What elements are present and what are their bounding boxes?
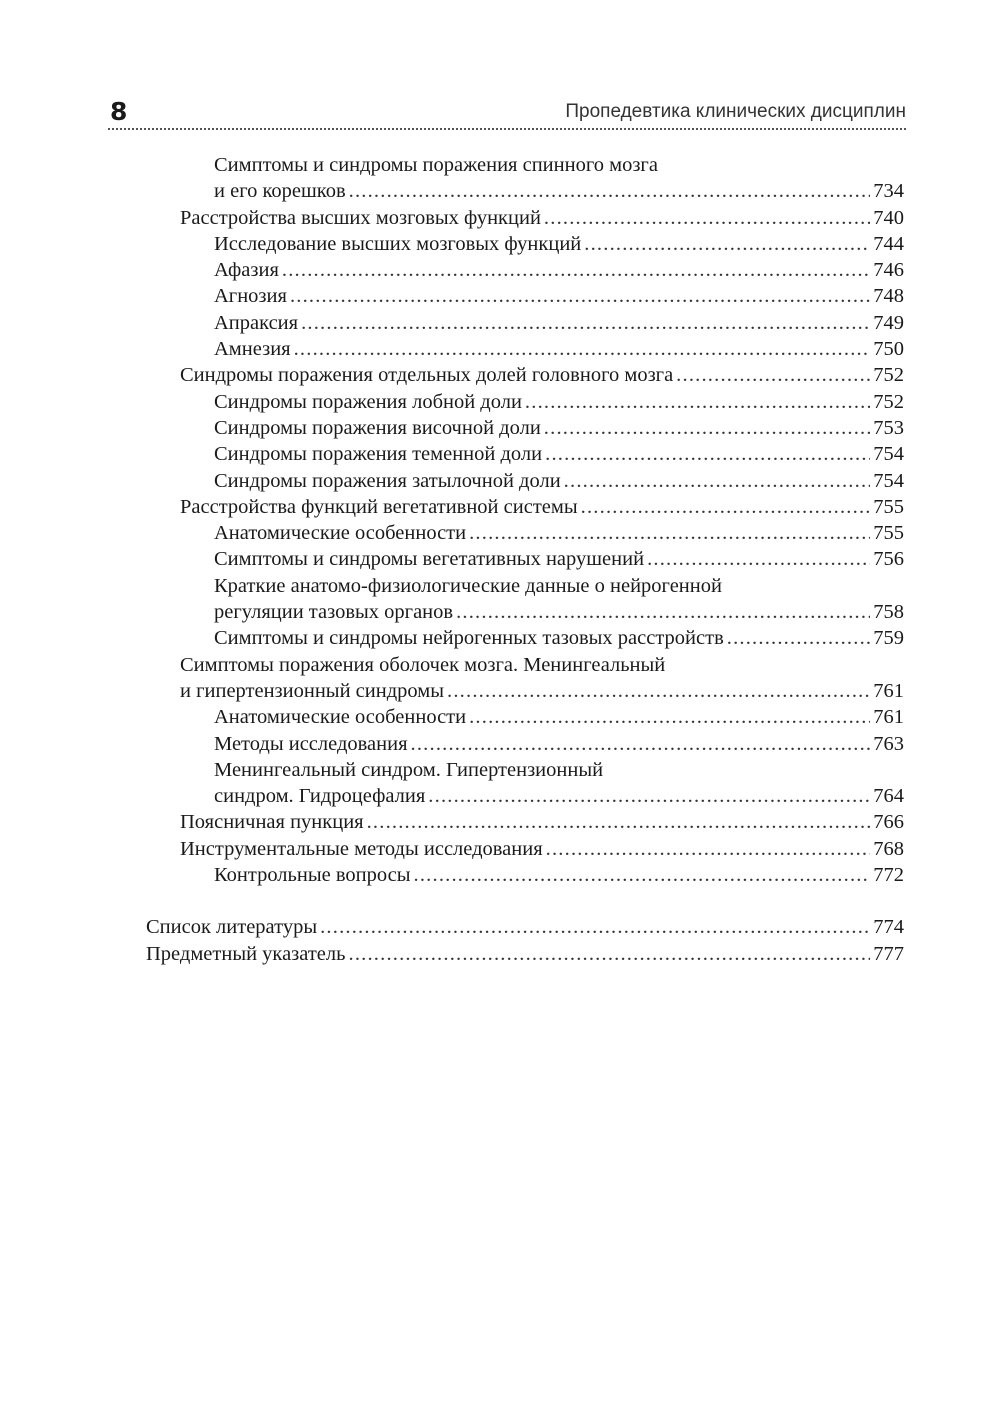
toc-page-number: 754: [873, 443, 904, 466]
toc-entry-row: [214, 783, 904, 809]
dot-leader: [428, 783, 870, 809]
toc-entry-row: [214, 468, 904, 494]
toc-entry-row: [214, 336, 904, 362]
toc-entry-row: [214, 731, 904, 757]
toc-entry-title-line: Синдромы поражения затылочной доли: [214, 469, 561, 492]
toc-entry-row: [180, 362, 904, 388]
dot-leader: [469, 704, 870, 730]
toc-entry-row: [214, 862, 904, 888]
toc-page-number: 764: [873, 785, 904, 808]
toc-entry[interactable]: [214, 573, 904, 626]
dot-leader: [349, 178, 871, 204]
toc-page-number: 763: [873, 732, 904, 755]
toc-entry[interactable]: [214, 283, 904, 309]
dot-leader: [727, 625, 871, 651]
dot-leader: [647, 546, 870, 572]
dot-leader: [584, 231, 870, 257]
toc-entry-title-line: Расстройства функций вегетативной системы: [180, 495, 578, 518]
table-of-contents: [0, 152, 1000, 967]
dot-leader: [469, 520, 870, 546]
toc-entry-row: [180, 809, 904, 835]
toc-entry[interactable]: [180, 836, 904, 862]
toc-page-number: 768: [873, 837, 904, 860]
toc-page-number: 772: [873, 864, 904, 887]
toc-entry[interactable]: [214, 389, 904, 415]
dot-leader: [411, 731, 871, 757]
toc-entry-title-line: и его корешков: [214, 180, 346, 203]
toc-page-number: 734: [873, 180, 904, 203]
toc-page-number: 761: [873, 679, 904, 702]
toc-entry[interactable]: [180, 652, 904, 705]
toc-page-number: 740: [873, 206, 904, 229]
toc-entry[interactable]: [146, 941, 904, 967]
toc-page-number: 759: [873, 627, 904, 650]
toc-entry[interactable]: [214, 257, 904, 283]
toc-entry[interactable]: [214, 704, 904, 730]
toc-entry-row: [214, 546, 904, 572]
dot-leader: [290, 283, 870, 309]
toc-page-number: 758: [873, 601, 904, 624]
toc-entry-row: [214, 599, 904, 625]
toc-entry-title-line: синдром. Гидроцефалия: [214, 785, 426, 808]
toc-entry-row: [214, 257, 904, 283]
toc-entry[interactable]: [214, 862, 904, 888]
toc-entry-row: [180, 678, 904, 704]
dot-leader: [349, 941, 871, 967]
dot-leader: [545, 441, 870, 467]
toc-entry-title-line: Исследование высших мозговых функций: [214, 232, 582, 255]
toc-entry-title-line: Контрольные вопросы: [214, 864, 411, 887]
toc-entry-title-line: Краткие анатомо-физиологические данные о нейрогенной: [214, 574, 722, 597]
toc-entry[interactable]: [180, 205, 904, 231]
page-header: [108, 96, 906, 128]
toc-entry-title-line: регуляции тазовых органов: [214, 601, 454, 624]
toc-entry-row: [214, 441, 904, 467]
toc-entry-title-line: Симптомы поражения оболочек мозга. Менингеальный: [180, 653, 666, 676]
toc-entry-title-line: Предметный указатель: [146, 942, 346, 965]
toc-entry[interactable]: [214, 231, 904, 257]
toc-page-number: 744: [873, 232, 904, 255]
toc-entry-title-line: Список литературы: [146, 916, 318, 939]
toc-entry-row: [214, 625, 904, 651]
toc-page-number: 774: [873, 916, 904, 939]
dot-leader: [544, 205, 870, 231]
toc-page-number: 746: [873, 259, 904, 282]
toc-entry-row: [180, 836, 904, 862]
dot-leader: [456, 599, 870, 625]
toc-entry-row: [214, 178, 904, 204]
dot-leader: [544, 415, 870, 441]
toc-page-number: 749: [873, 311, 904, 334]
toc-entry-row: [214, 310, 904, 336]
toc-page-number: 748: [873, 285, 904, 308]
header-dotted-rule: [108, 128, 906, 130]
toc-entry[interactable]: [214, 757, 904, 810]
toc-entry-title-line: Симптомы и синдромы вегетативных нарушений: [214, 548, 645, 571]
toc-entry-title-line: Инструментальные методы исследования: [180, 837, 543, 860]
toc-page-number: 756: [873, 548, 904, 571]
toc-page-number: 755: [873, 495, 904, 518]
toc-entry-title-line: Методы исследования: [214, 732, 408, 755]
toc-entry-title-line: и гипертензионный синдромы: [180, 679, 445, 702]
toc-entry[interactable]: [214, 520, 904, 546]
toc-entry[interactable]: [214, 625, 904, 651]
toc-entry-row: [214, 283, 904, 309]
toc-entry[interactable]: [180, 494, 904, 520]
toc-entry-title-line: Менингеальный синдром. Гипертензионный: [214, 758, 604, 781]
toc-entry-title-line: Симптомы и синдромы нейрогенных тазовых расстройств: [214, 627, 724, 650]
toc-page-number: 761: [873, 706, 904, 729]
toc-entry[interactable]: [214, 468, 904, 494]
dot-leader: [525, 389, 870, 415]
toc-entry-row: [214, 415, 904, 441]
dot-leader: [301, 310, 870, 336]
toc-entry[interactable]: [146, 914, 904, 940]
toc-entry-title-line: Симптомы и синдромы поражения спинного мозга: [214, 154, 658, 176]
dot-leader: [367, 809, 871, 835]
toc-page-number: 777: [873, 942, 904, 965]
toc-entry-title-line: Синдромы поражения лобной доли: [214, 390, 522, 413]
toc-entry-title-line: Синдромы поражения височной доли: [214, 416, 541, 439]
toc-entry-row: [180, 205, 904, 231]
toc-entry[interactable]: [214, 731, 904, 757]
toc-entry-row: [180, 494, 904, 520]
toc-entry-title-line: Анатомические особенности: [214, 706, 467, 729]
toc-entry-title-line: Расстройства высших мозговых функций: [180, 206, 541, 229]
toc-entry-row: [146, 941, 904, 967]
toc-entry-title-line: Апраксия: [214, 311, 299, 334]
toc-page-number: 766: [873, 811, 904, 834]
toc-entry-title-line: Агнозия: [214, 285, 287, 308]
dot-leader: [581, 494, 871, 520]
toc-entry[interactable]: [214, 336, 904, 362]
toc-entry-title-line: Анатомические особенности: [214, 522, 467, 545]
dot-leader: [546, 836, 871, 862]
dot-leader: [282, 257, 870, 283]
toc-entry-title-line: Синдромы поражения отдельных долей головного мозга: [180, 364, 674, 387]
toc-page-number: 750: [873, 338, 904, 361]
toc-page-number: 754: [873, 469, 904, 492]
toc-page-number: 755: [873, 522, 904, 545]
toc-page-number: 753: [873, 416, 904, 439]
running-title: Пропедевтика клинических дисциплин: [565, 101, 906, 122]
toc-entry[interactable]: [214, 415, 904, 441]
toc-entry-title-line: Афазия: [214, 259, 279, 282]
toc-entry[interactable]: [180, 362, 904, 388]
toc-page-number: 752: [873, 390, 904, 413]
toc-entry[interactable]: [214, 441, 904, 467]
dot-leader: [414, 862, 871, 888]
page-number: 8: [110, 97, 128, 126]
dot-leader: [564, 468, 871, 494]
dot-leader: [294, 336, 871, 362]
toc-entry[interactable]: [214, 152, 904, 205]
toc-entry-row: [214, 704, 904, 730]
toc-entry[interactable]: [180, 809, 904, 835]
dot-leader: [320, 914, 870, 940]
toc-entry-title-line: Поясничная пункция: [180, 811, 364, 834]
toc-entry[interactable]: [214, 546, 904, 572]
toc-page-number: 752: [873, 364, 904, 387]
toc-entry-title-line: Синдромы поражения теменной доли: [214, 443, 543, 466]
toc-entry-title-line: Амнезия: [214, 338, 291, 361]
toc-entry-row: [214, 520, 904, 546]
toc-entry-row: [146, 914, 904, 940]
toc-entry[interactable]: [214, 310, 904, 336]
dot-leader: [447, 678, 870, 704]
toc-entry-row: [214, 231, 904, 257]
toc-entry-row: [214, 389, 904, 415]
dot-leader: [676, 362, 870, 388]
